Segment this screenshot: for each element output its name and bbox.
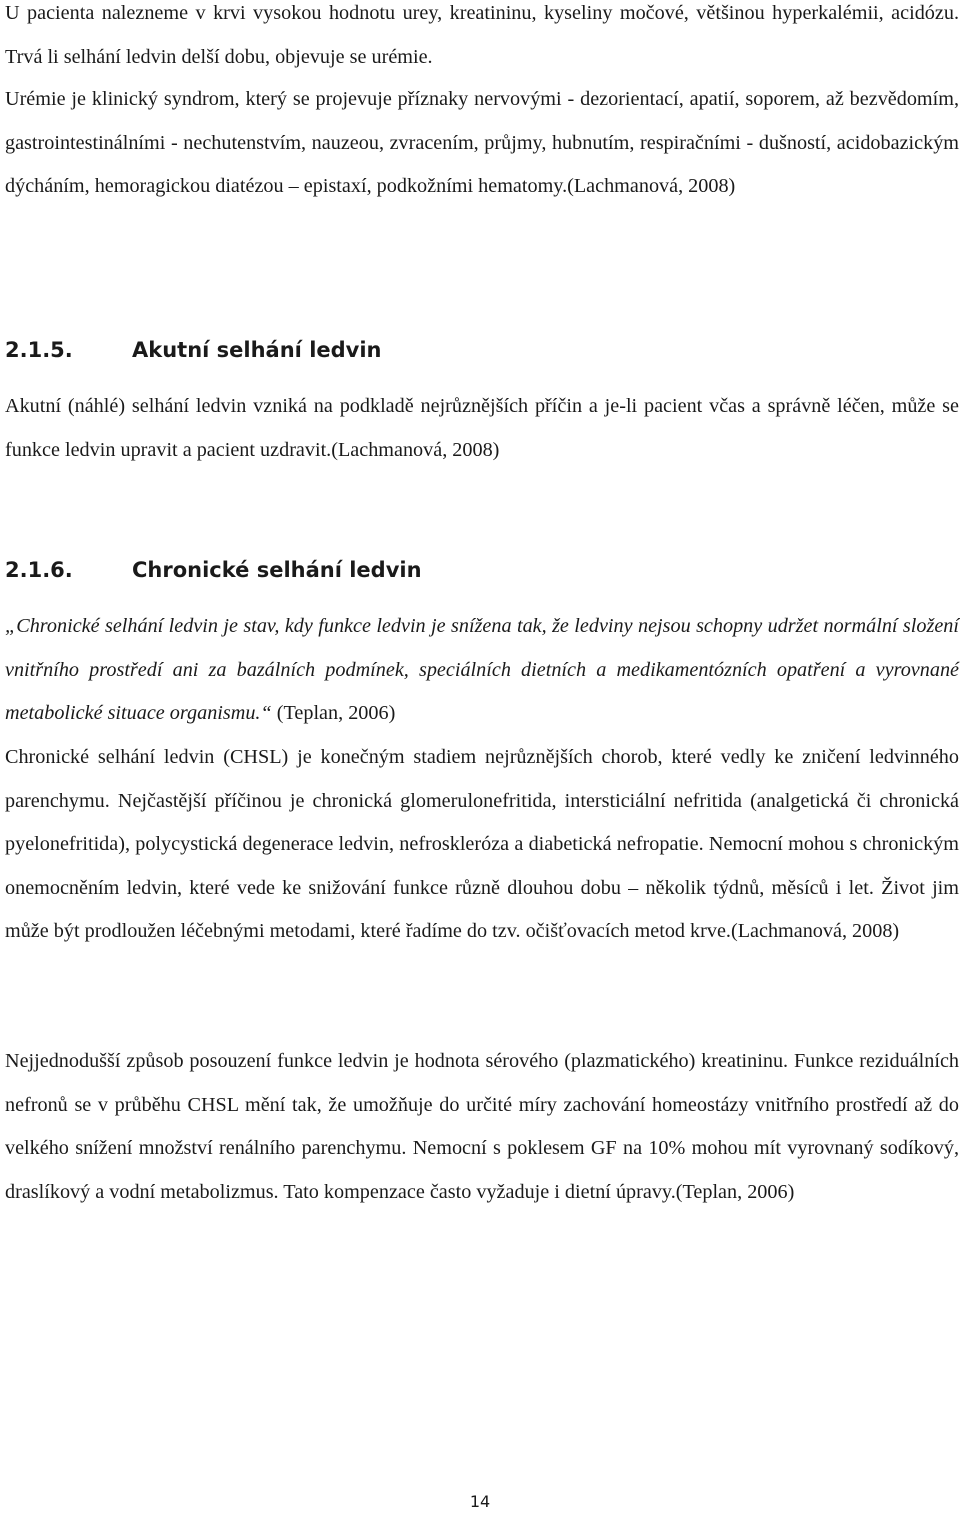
paragraph-chsl-causes: Chronické selhání ledvin (CHSL) je konečným stadiem nejrůznějších chorob, které vedly ke zničení ledvinného parenchymu. Nejčastější příčinou je chronická glomerulonefritida, intersticiální nefritida (analgetická či chronická pyelonefritida), polycystická degenerace ledvin, nefroskleróza a diabetická nefropatie. Nemocní mohou s chronickým onemocněním ledvin, které vede ke snižování funkce různě dlouhou dobu – několik týdnů, měsíců i let. Život jim může být prodloužen léčebnými metodami, které řadíme do tzv. očišťovacích metod krve.(Lachmanová, 2008) — [5, 746, 959, 943]
paragraph-hyperkalemia: U pacienta nalezneme v krvi vysokou hodnotu urey, kreatininu, kyseliny močové, většinou hyperkalémii, acidózu. Trvá li selhání ledvin delší dobu, objevuje se urémie. — [5, 2, 959, 68]
paragraph-definition-quote — [5, 605, 959, 736]
paragraph-acute-renal-failure: Akutní (náhlé) selhání ledvin vzniká na podkladě nejrůznějších příčin a je-li pacient včas a správně léčen, může se funkce ledvin upravit a pacient uzdravit.(Lachmanová, 2008) — [5, 395, 959, 461]
quote-citation: (Teplan, 2006) — [271, 702, 396, 725]
section-number: 2.1.6. — [5, 558, 73, 582]
section-heading-acute-renal-failure — [5, 335, 955, 365]
quote-open-mark: „ — [5, 615, 17, 637]
page-number: 14 — [469, 1492, 491, 1511]
quote-text: Chronické selhání ledvin je stav, kdy funkce ledvin je snížena tak, že ledviny nejsou schopny udržet normální složení vnitřního prostředí ani za bazálních podmínek, speciálních dietních a medikamentózních opatření a vyrovnané metabolické situace organismu. — [5, 615, 959, 725]
section-number: 2.1.5. — [5, 338, 73, 362]
section-title: Chronické selhání ledvin — [132, 558, 422, 582]
section-title: Akutní selhání ledvin — [132, 338, 382, 362]
paragraph-uremia: Urémie je klinický syndrom, který se projevuje příznaky nervovými - dezorientací, apatií, soporem, až bezvědomím, gastrointestinálními - nechutenstvím, nauzeou, zvracením, průjmy, hubnutím, respiračními - dušností, acidobazickým dýcháním, hemoragickou diatézou – epistaxí, podkožními hematomy.(Lachmanová, 2008) — [5, 88, 959, 198]
quote-close-mark: “ — [260, 702, 272, 725]
section-heading-chronic-renal-failure — [5, 555, 955, 585]
paragraph-creatinine: Nejjednodušší způsob posouzení funkce ledvin je hodnota sérového (plazmatického) kreatininu. Funkce reziduálních nefronů se v průběhu CHSL mění tak, že umožňuje do určité míry zachování homeostázy vnitřního prostředí až do velkého snížení množství renálního parenchymu. Nemocní s poklesem GF na 10% mohou mít vyrovnaný sodíkový, draslíkový a vodní metabolizmus. Tato kompenzace často vyžaduje i dietní úpravy.(Teplan, 2006) — [5, 1050, 959, 1203]
